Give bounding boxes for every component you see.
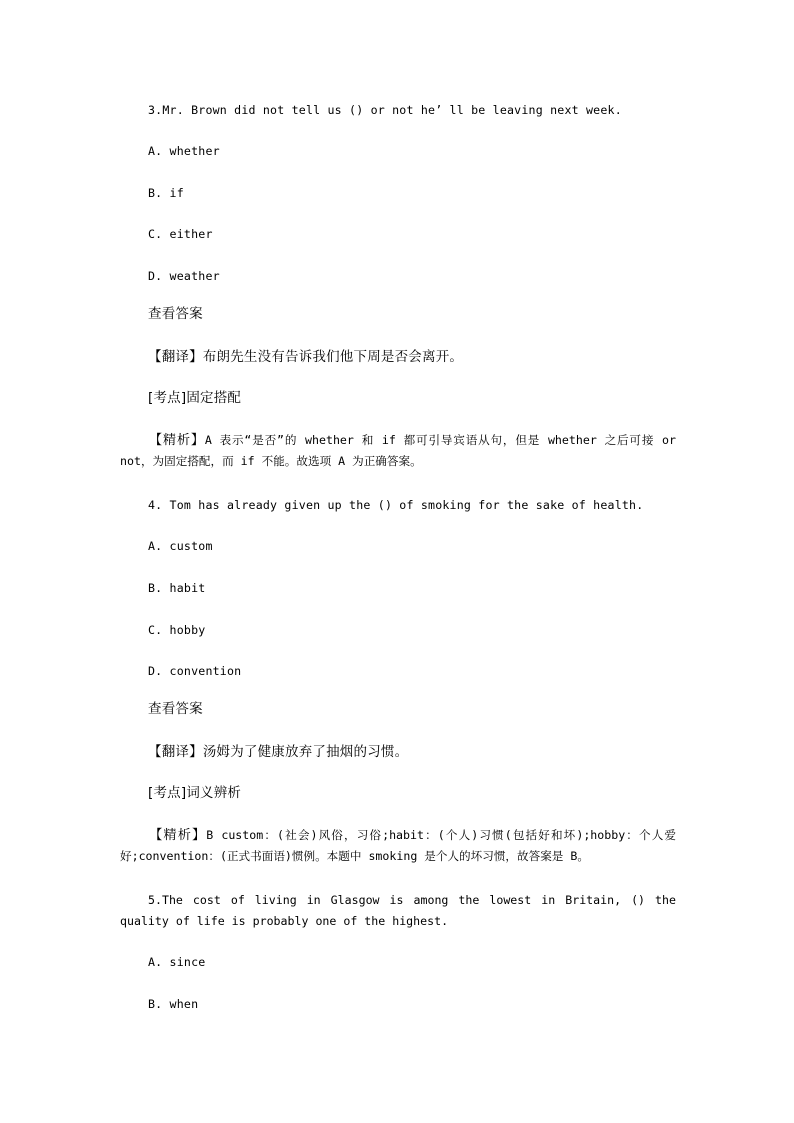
translation-text: 汤姆为了健康放弃了抽烟的习惯。 — [202, 744, 409, 760]
translation-tag: 【翻译】 — [148, 744, 203, 760]
question-5-option-b: B. when — [148, 997, 199, 1011]
analysis-tag: 【精析】 — [148, 828, 207, 843]
question-3-option-d: D. weather — [148, 269, 220, 283]
question-3-analysis — [120, 430, 676, 472]
question-4-translation — [148, 743, 408, 761]
question-4-stem: 4. Tom has already given up the () of smoking for the sake of health. — [148, 498, 644, 512]
question-4-option-b: B. habit — [148, 581, 206, 595]
question-5-stem — [120, 890, 676, 932]
question-4-option-d: D. convention — [148, 664, 242, 678]
question-4-view-answer[interactable]: 查看答案 — [148, 701, 203, 717]
translation-tag: 【翻译】 — [148, 349, 203, 365]
question-5-option-a: A. since — [148, 955, 206, 969]
translation-text: 布朗先生没有告诉我们他下周是否会离开。 — [202, 349, 464, 365]
question-4-option-a: A. custom — [148, 539, 213, 553]
question-4-point: [考点]词义辨析 — [148, 785, 242, 801]
question-3-stem: 3.Mr. Brown did not tell us () or not he’ ll be leaving next week. — [148, 103, 622, 117]
question-3-translation — [148, 348, 463, 366]
question-3-view-answer[interactable]: 查看答案 — [148, 306, 203, 322]
analysis-text: A 表示“是否”的 whether 和 if 都可引导宾语从句，但是 whether 之后可接 or not，为固定搭配，而 if 不能。故选项 A 为正确答案。 — [120, 433, 676, 468]
question-3-point: [考点]固定搭配 — [148, 390, 242, 406]
analysis-tag: 【精析】 — [148, 433, 205, 448]
question-3-option-c: C. either — [148, 227, 213, 241]
analysis-text: B custom：(社会)风俗，习俗;habit：(个人)习惯(包括好和坏);hobby：个人爱好;convention：(正式书面语)惯例。本题中 smoking 是个人的坏习惯，故答案是 B。 — [120, 828, 677, 863]
question-4-option-c: C. hobby — [148, 623, 206, 637]
question-3-option-a: A. whether — [148, 144, 220, 158]
question-5-stem-text: 5.The cost of living in Glasgow is among the lowest in Britain, () the quality of life is probably one of the highest. — [120, 893, 676, 928]
question-4-analysis — [120, 825, 676, 867]
question-3-option-b: B. if — [148, 186, 184, 200]
